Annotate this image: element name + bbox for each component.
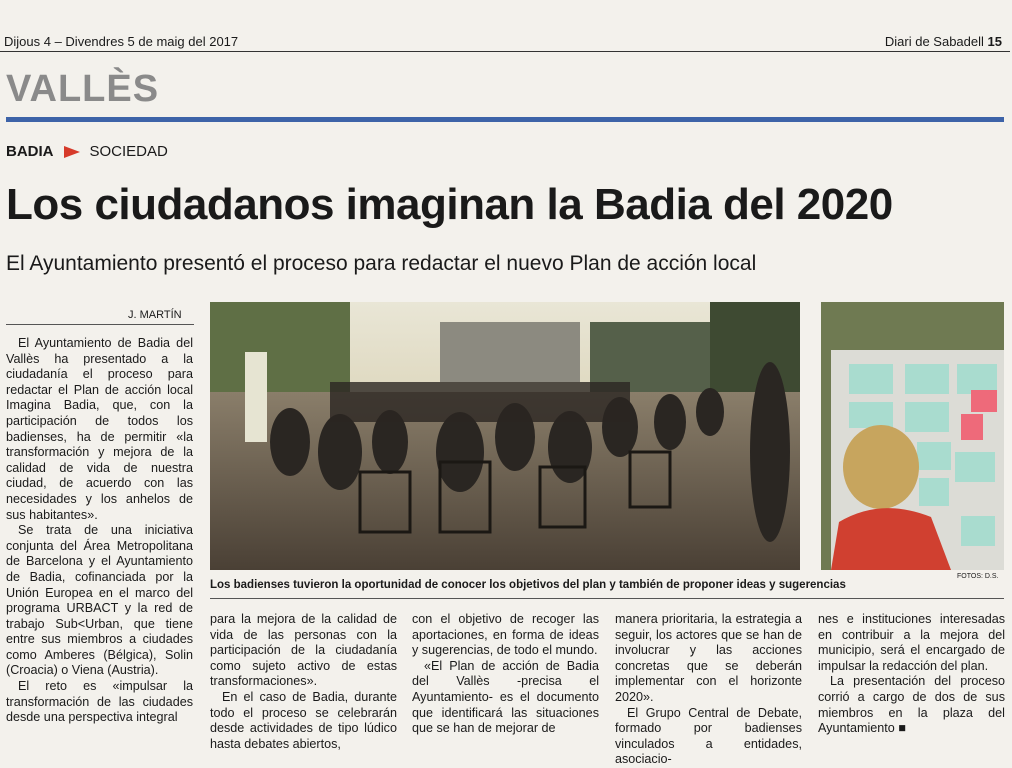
article-column-3: [412, 612, 599, 752]
paper-name: Diari de Sabadell: [884, 34, 984, 49]
top-rule: [0, 51, 1010, 52]
paragraph: manera prioritaria, la estrategia a seguir, los actores que se han de involucrar y las acciones concretas que se deberán implementar con el horizonte 2020».: [615, 612, 802, 704]
side-photo: [821, 302, 1004, 570]
article-column-2: [210, 612, 397, 752]
article-column-1: [6, 336, 193, 750]
paragraph: La presentación del proceso corrió a cargo de dos de sus miembros en la plaza del Ayuntamiento ■: [818, 674, 1005, 736]
crowd-image: [210, 302, 800, 570]
running-paper: [885, 34, 1002, 49]
kicker-place: BADIA: [6, 143, 54, 160]
paragraph: «El Plan de acción de Badia del Vallès -precisa el Ayuntamiento- es el documento que identificará las situaciones que se han de mejorar de: [412, 658, 599, 736]
paragraph: Se trata de una iniciativa conjunta del Área Metropolitana de Barcelona y el Ayuntamiento de Badia, cofinanciada por la Unión Europea en el marco del programa URBACT y la red de trabajo Sub<Urban, que tiene entre sus miembros a ciudades como Amberes (Bélgica), Solin (Croacia) o Viena (Austria).: [6, 523, 193, 678]
caption-rule: [210, 598, 1004, 599]
running-date: Dijous 4 – Divendres 5 de maig del 2017: [4, 34, 239, 49]
author-byline: J. MARTÍN: [128, 309, 182, 321]
main-photo: [210, 302, 800, 570]
kicker-arrow-icon: [64, 146, 80, 158]
paragraph: El reto es «impulsar la transformación de las ciudades desde una perspectiva integral: [6, 679, 193, 725]
section-title: VALLÈS: [6, 68, 160, 110]
page-number: 15: [987, 34, 1002, 49]
photo-credit: FOTOS: D.S.: [957, 573, 999, 580]
subheadline: El Ayuntamiento presentó el proceso para redactar el nuevo Plan de acción local: [6, 252, 757, 275]
paragraph: para la mejora de la calidad de vida de las personas con la participación de la ciudadanía como sujeto activo de estas transformaciones».: [210, 612, 397, 689]
paragraph: El Grupo Central de Debate, formado por badienses vinculados a entidades, asociacio-: [615, 705, 802, 767]
section-bar: [6, 117, 1004, 122]
article-column-5: [818, 612, 1005, 752]
paragraph: con el objetivo de recoger las aportaciones, en forma de ideas y sugerencias, de todo el mundo.: [412, 612, 599, 658]
paragraph: nes e instituciones interesadas en contribuir a la mejora del municipio, será el encargado de impulsar la redacción del plan.: [818, 612, 1005, 673]
kicker: [6, 143, 168, 160]
paragraph: El Ayuntamiento de Badia del Vallès ha presentado a la ciudadanía el proceso para redactar el Plan de acción local Imagina Badia, que, con la participación de todos los badienses, ha de permitir «la transformación y mejora de la calidad de vida de nuestra ciudad, de acuerdo con las necesidades y los anhelos de sus habitantes».: [6, 336, 193, 522]
headline: Los ciudadanos imaginan la Badia del 2020: [6, 180, 893, 229]
byline-rule: [6, 324, 194, 325]
photo-caption: Los badienses tuvieron la oportunidad de conocer los objetivos del plan y también de proponer ideas y sugerencias: [210, 579, 846, 591]
kicker-topic: SOCIEDAD: [89, 143, 168, 160]
paragraph: En el caso de Badia, durante todo el proceso se celebrarán desde actividades de tipo lúdico hasta debates abiertos,: [210, 689, 397, 751]
post-it-board-image: [821, 302, 1004, 570]
article-column-4: [615, 612, 802, 767]
